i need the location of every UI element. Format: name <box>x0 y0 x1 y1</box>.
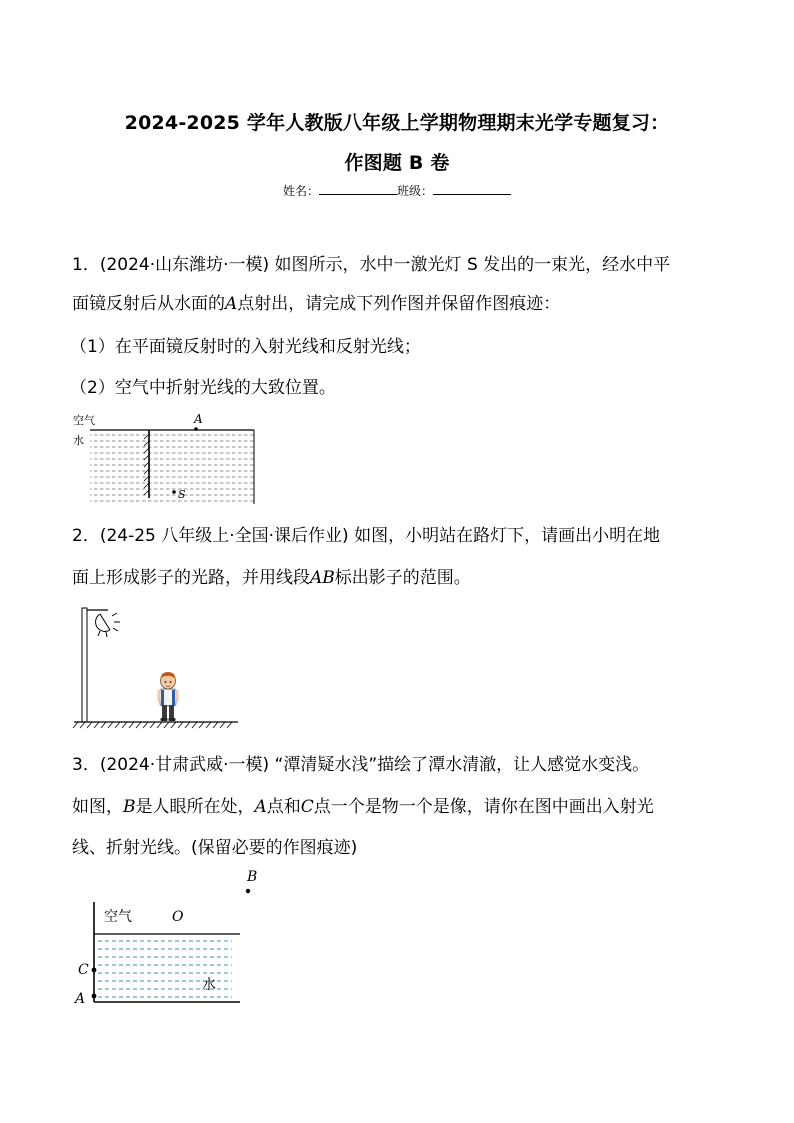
point-a-dot <box>194 427 198 431</box>
page-title-line-2: 作图题 B 卷 <box>344 152 450 174</box>
q1-stem-line-2 <box>72 294 732 314</box>
q2-text-b: 标出影子的范围。 <box>334 568 471 588</box>
point-c-dot <box>92 968 97 973</box>
q3-figure <box>70 866 270 1012</box>
q3-stem-line-1: 3．(2024·甘肃武威·一模) “潭清疑水浅”描绘了潭水清澈，让人感觉水变浅。 <box>72 755 650 775</box>
q3-water-label: 水 <box>202 977 216 993</box>
q3-text-d: 点一个是物一个是像，请你在图中画出入射光 <box>313 797 654 817</box>
q3-var-b: B <box>123 797 136 817</box>
lamp-post <box>82 608 87 722</box>
q1-stem-line-1: 1．(2024·山东潍坊·一模) 如图所示，水中一激光灯 S 发出的一束光，经水中平 <box>72 255 671 275</box>
q1-air-label: 空气 <box>73 414 95 427</box>
q2-var-ab: AB <box>310 568 335 588</box>
q1-label-a: A <box>194 412 203 426</box>
point-s-dot <box>172 490 176 494</box>
q1-part-1: （1）在平面镜反射时的入射光线和反射光线； <box>70 337 421 357</box>
q3-air-label: 空气 <box>104 909 132 925</box>
point-a-dot <box>92 994 97 999</box>
class-blank[interactable] <box>433 183 511 195</box>
q3-label-o: O <box>172 909 184 925</box>
q3-stem-line-2 <box>72 797 732 817</box>
q3-label-b: B <box>247 869 258 885</box>
student-info-line <box>0 182 794 199</box>
q2-stem-line-2 <box>72 568 732 588</box>
lamp-icon <box>96 613 120 637</box>
q3-var-a: A <box>254 797 267 817</box>
q3-var-c: C <box>300 797 314 817</box>
q3-text-c: 点和 <box>266 797 301 817</box>
page-title-line-1: 2024-2025 学年人教版八年级上学期物理期末光学专题复习： <box>124 112 670 134</box>
q1-figure <box>70 408 260 508</box>
point-b-dot <box>246 889 250 893</box>
q1-label-s: S <box>178 488 186 501</box>
q1-water-label: 水 <box>73 434 84 447</box>
q1-text-a: 面镜反射后从水面的 <box>72 294 225 314</box>
q1-text-b: 点射出，请完成下列作图并保留作图痕迹： <box>237 294 561 314</box>
water-region <box>90 430 254 504</box>
boy-figure <box>158 672 179 721</box>
q1-var-a: A <box>225 294 238 314</box>
q3-label-c: C <box>78 962 89 978</box>
q2-text-a: 面上形成影子的光路，并用线段 <box>72 568 310 588</box>
q2-stem-line-1: 2．(24-25 八年级上·全国·课后作业) 如图，小明站在路灯下，请画出小明在地 <box>72 526 661 546</box>
ground-hatch <box>73 722 232 728</box>
q3-text-b: 是人眼所在处， <box>135 797 255 817</box>
class-label: 班级： <box>397 184 434 198</box>
name-label: 姓名： <box>282 184 319 198</box>
name-blank[interactable] <box>319 183 397 195</box>
q3-stem-line-3: 线、折射光线。(保留必要的作图痕迹) <box>72 838 358 858</box>
q3-text-a: 如图， <box>72 797 123 817</box>
q3-label-a: A <box>75 991 86 1007</box>
q2-figure <box>70 604 242 732</box>
q1-part-2: （2）空气中折射光线的大致位置。 <box>70 378 336 398</box>
